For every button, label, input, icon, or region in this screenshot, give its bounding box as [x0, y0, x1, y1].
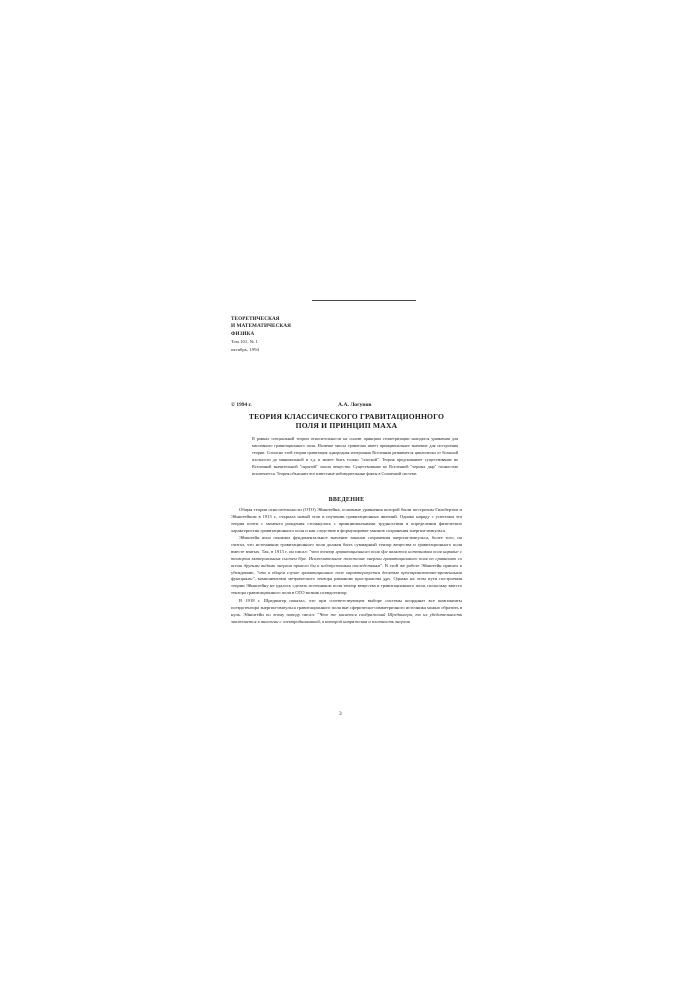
paragraph-3-text-a: В 1918 г. Шредингер показал, что при соответствующем выборе системы координат все компоненты псевдотензора энергии-импульса гравитационного поля вне сферически-симметричного источника можно обратить в нуль. Эйнштейн по этому поводу писал:: [231, 597, 462, 617]
paragraph-2-quote: "что тензор гравитационного поля ϑμν является источником поля наравне с тензором материальных систем Θμν. Исключительное положение энергии гравитационного поля по сравнению со всеми другими видами энергии привело бы к недопустимым последствиям".: [231, 549, 462, 568]
page-number: 3: [339, 711, 342, 717]
paragraph-1: Общая теория относительности (ОТО) Эйнштейна, основные уравнения которой были построены Гильбертом и Эйнштейном в 1915 г., открыла новый этап в изучении гравитационных явлений. Однако наряду с успехами эта теория почти с момента рождения столкнулась с принципиальными трудностями в определении физических характеристик гравитационного поля и как следствие в формулировке законов сохранения энергии-импульса.: [231, 507, 462, 533]
paragraph-3: [231, 598, 462, 625]
journal-name-line3: ФИЗИКА: [231, 330, 255, 337]
copyright: © 1994 г.: [231, 402, 252, 408]
journal-volume: Том 101, № 1: [231, 339, 258, 345]
body-text: [231, 507, 462, 626]
section-heading: ВВЕДЕНИЕ: [328, 497, 365, 503]
journal-date: октябрь, 1994: [231, 346, 260, 352]
paragraph-2: [231, 535, 462, 597]
journal-name-line2: И МАТЕМАТИЧЕСКАЯ: [231, 323, 291, 330]
journal-info: [231, 316, 291, 353]
author: А.А. Логунов: [338, 402, 372, 408]
paragraph-2-text-c: , компонентами метрического тензора риманова пространства gμν. Однако на этом пути построения теории Эйнштейну не удалось сделать источником поля тензор вещества и гравитационного поля, поскольку вместо тензора гравитационного поля в ОТО возник псевдотензор.: [231, 576, 462, 596]
top-rule: [312, 300, 416, 301]
paper-title: [231, 412, 462, 430]
title-line1: ТЕОРИЯ КЛАССИЧЕСКОГО ГРАВИТАЦИОННОГО: [248, 412, 445, 421]
paragraph-2-text-b: В этой же работе Эйнштейн пришел к убеждению,: [231, 562, 462, 575]
paragraph-2-quote-2: "что в общем случае гравитационное поле характеризуется десятью пространственно-временными функциями": [231, 569, 462, 582]
abstract: В рамках специальной теории относительности на основе принципа геометризации находятся уравнения для массивного гравитационного поля. Наличие массы гравитона имеет принципиальное значение для построения теории. Согласно этой теории гравитация однородная изотропная Вселенная развивается циклически от большой плотности до минимальной и т.д. и может быть только "плоской". Теория предсказывает существование во Вселенной значительной "скрытой" массы вещества. Существование во Вселенной "черных дыр" полностью исключается. Теория объясняет все известные наблюдательные факты в Солнечной системе.: [252, 436, 458, 476]
paragraph-3-quote: "Что же касается соображений Шредингера, то их убедительность заключается в аналогии с электродинамикой, в которой напряжения и плотность энергии: [231, 611, 462, 624]
paragraph-2-text-a: Эйнштейн ясно понимал фундаментальное значение законов сохранения энергии-импульса, более того, он считал, что источником гравитационного поля должен быть суммарный тензор вещества и гравитационного поля вместе взятых. Так, в 1913 г. он писал:: [231, 535, 462, 555]
journal-name-line1: ТЕОРЕТИЧЕСКАЯ: [231, 316, 280, 322]
title-line2: ПОЛЯ И ПРИНЦИП МАХА: [295, 421, 398, 430]
